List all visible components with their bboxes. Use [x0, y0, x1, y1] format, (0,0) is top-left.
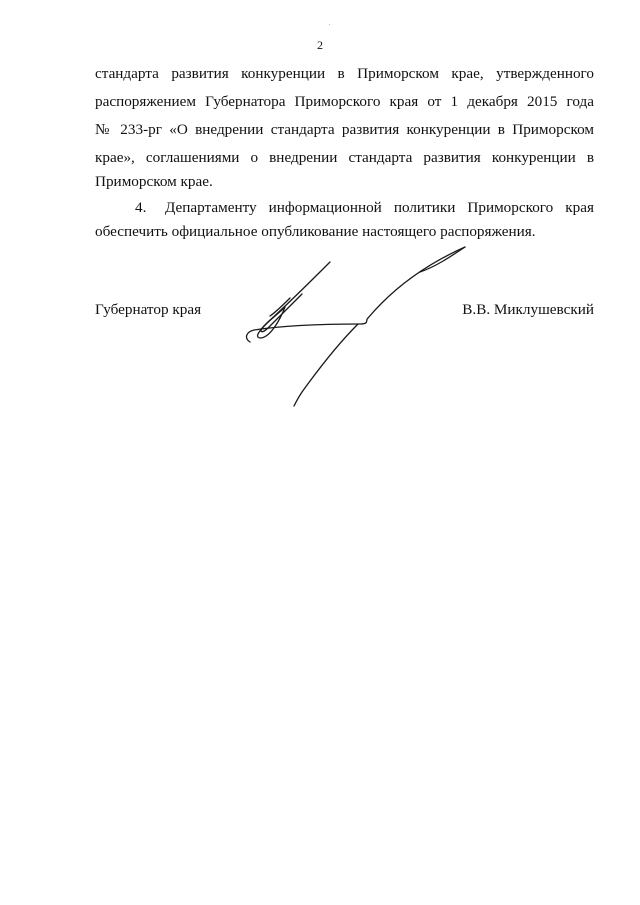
position-title: Губернатор края — [95, 301, 202, 318]
handwritten-signature — [240, 242, 470, 412]
paragraph-line-3: № 233-рг «О внедрении стандарта развития конкуренции в Приморском — [95, 121, 594, 138]
paragraph-line-5: Приморском крае. — [95, 173, 213, 190]
scan-speck — [329, 24, 330, 25]
item-4-text-line-1: Департаменту информационной политики Приморского края — [165, 199, 594, 216]
page-number: 2 — [317, 38, 323, 52]
paragraph-line-4: крае», соглашениями о внедрении стандарта развития конкуренции в — [95, 149, 594, 166]
signer-name: В.В. Миклушевский — [462, 301, 594, 318]
item-4-number: 4. — [135, 199, 147, 216]
paragraph-line-1: стандарта развития конкуренции в Приморском крае, утвержденного — [95, 65, 594, 82]
item-4-line-2: обеспечить официальное опубликование настоящего распоряжения. — [95, 223, 536, 240]
paragraph-line-2: распоряжением Губернатора Приморского края от 1 декабря 2015 года — [95, 93, 594, 110]
item-4-line-1 — [95, 198, 594, 218]
